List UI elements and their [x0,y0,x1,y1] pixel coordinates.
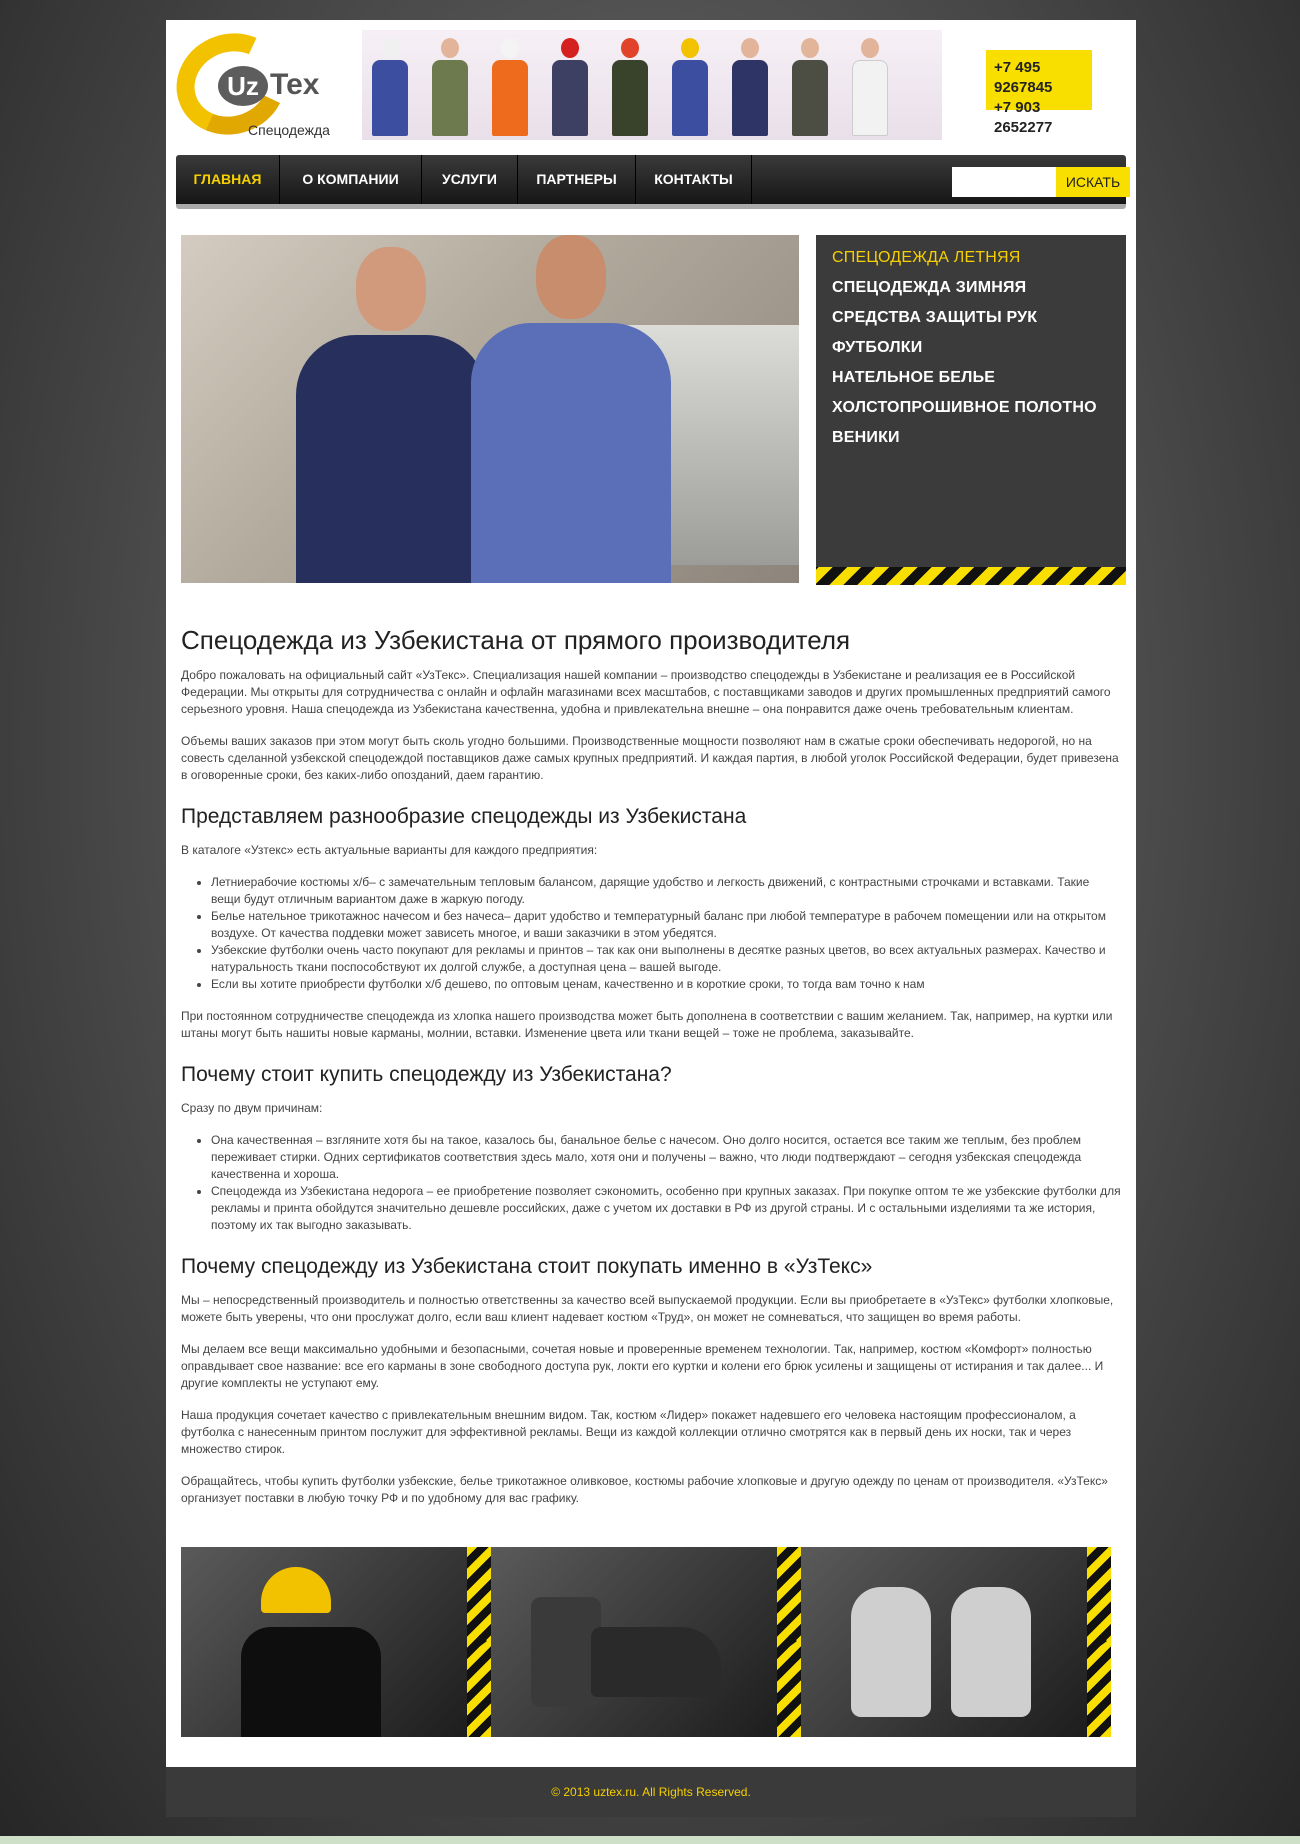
worker-figure [372,38,408,136]
variety-list [211,874,1121,993]
list-item: • Она качественная – взгляните хотя бы на такое, казалось бы, банальное белье с начесом. Оно долго носится, остается все таким же теплым, без проблем переживает стирки. Одних сертификатов соответствия здесь мало, хотя они и получены – важно, что люди подтверждают – сегодня узбекская спецодежда качественна и хороша. [211,1132,1121,1183]
paragraph: Наша продукция сочетает качество с привлекательным внешним видом. Так, костюм «Лидер» покажет надевшего его человека настоящим профессионалом, а футболка с нанесенным принтом послужит для эффективной рекламы. Вещи из каждой коллекции отлично смотрятся как в первый день их носки, так и через множество стирок. [181,1408,1076,1456]
paragraph: Сразу по двум причинам: [181,1101,323,1115]
category-item-brooms[interactable]: ВЕНИКИ [832,429,900,446]
hero-person [471,235,671,583]
list-item: • Летниерабочие костюмы х/б– с замечательным тепловым балансом, дарящие удобство и легкость движений, с контрастными строчками и вставками. Такие вещи будут отличным вариантом даже в жаркую погоду. [211,874,1121,908]
main-nav [176,155,1126,209]
section-heading-why-uztex: Почему спецодежду из Узбекистана стоит покупать именно в «УзТекс» [181,1255,873,1278]
list-item: • Белье нательное трикотажнос начесом и без начеса– дарит удобство и температурный баланс при любой температуре в рабочем помещении или на открытом воздухе. От качества поддевки может зависеть многое, и ваши заказчики в этом убедятся. [211,908,1121,942]
section-heading-why-buy: Почему стоит купить спецодежду из Узбекистана? [181,1063,672,1086]
logo-name: Tex [270,68,320,101]
paragraph: При постоянном сотрудничестве спецодежда из хлопка нашего производства может быть дополнена в соответствии с вашим желанием. Так, например, на куртки или штаны могут быть нашиты новые карманы, молнии, вставки. Изменение цвета или ткани вещей – тоже не проблема, заказывайте. [181,1009,1113,1040]
nav-item-partners[interactable]: ПАРТНЕРЫ [518,155,636,204]
chevron-right-icon[interactable] [479,1635,487,1647]
category-item-winter[interactable]: СПЕЦОДЕЖДА ЗИМНЯЯ [832,279,1027,296]
site-footer [166,1767,1136,1817]
reasons-list [211,1132,1121,1234]
gallery-item-boots[interactable] [491,1547,801,1737]
boot-image [591,1627,721,1697]
phone-number[interactable]: +7 495 9267845 [994,59,1053,96]
copyright-text: © 2013 uztex.ru. All Rights Reserved. [551,1785,751,1799]
worker-figure [492,38,528,136]
chevron-right-icon[interactable] [789,1635,797,1647]
worker-figure [612,38,648,136]
gallery-item-workwear[interactable] [181,1547,491,1737]
paragraph: Мы – непосредственный производитель и полностью ответственны за качество всей выпускаемой продукции. Если вы приобретаете в «УзТекс» футболки хлопковые, можете быть уверены, что они прослужат долго, если ваш клиент надевает костюм «Труд», он может не сомневаться, что защищен во время работы. [181,1293,1114,1324]
paragraph: Мы делаем все вещи максимально удобными и безопасными, сочетая новые и проверенные временем технологии. Так, например, костюм «Комфорт» полностью оправдывает свое название: все его карманы в зоне свободного доступа рук, локти его куртки и колени его брюк усилены и защищены от истирания и так далее... И другие комплекты не уступают ему. [181,1342,1104,1390]
worker-figure [552,38,588,136]
phone-number[interactable]: +7 903 2652277 [994,99,1053,136]
gallery-item-gloves[interactable] [801,1547,1111,1737]
nav-item-contacts[interactable]: КОНТАКТЫ [636,155,752,204]
search-button[interactable]: ИСКАТЬ [1056,167,1130,197]
category-item-tshirts[interactable]: ФУТБОЛКИ [832,339,923,356]
header-banner-workers [362,30,942,140]
worker-figure [432,38,468,136]
logo-mark: Uz [218,66,268,106]
main-content [181,625,1121,1522]
page-bottom-strip [0,1836,1300,1844]
paragraph: Объемы ваших заказов при этом могут быть сколь угодно большими. Производственные мощности позволяют нам в сжатые сроки обеспечивать недорогой, но на совесть сделанной узбекской спецодеждой поставщиков даже самых крупных предприятий. И каждая партия, в любой уголок Российской Федерации, будет привезена в оговоренные сроки, без каких-либо опозданий, даем гарантию. [181,734,1119,782]
hazard-stripe [816,567,1126,585]
intro-paragraph: Добро пожаловать на официальный сайт «УзТекс». Специализация нашей компании – производство спецодежды в Узбекистане и реализация ее в Российской Федерации. Мы открыты для сотрудничества с онлайн и офлайн магазинами всех масштабов, с поставщиками заводов и других промышленных предприятий самого серьезного уровня. Наша спецодежда из Узбекистана качественна, удобна и привлекательна внешне – она понравится даже очень требовательным клиентам. [181,668,1111,716]
helmet-image [261,1567,331,1613]
category-item-hand-protection[interactable]: СРЕДСТВА ЗАЩИТЫ РУК [832,309,1038,326]
worker-figure [672,38,708,136]
list-item: • Спецодежда из Узбекистана недорога – ее приобретение позволяет сэкономить, особенно при крупных заказах. При покупке оптом те же узбекские футболки для рекламы и принта обойдутся значительно дешевле российских, даже с учетом их доставки в РФ из другой страны. И с остальными изделиями та же история, поэтому их так выгодно заказывать. [211,1183,1121,1234]
page-title: Спецодежда из Узбекистана от прямого производителя [181,625,851,655]
worker-figure [852,38,888,136]
list-item: • Если вы хотите приобрести футболки х/б дешево, по оптовым ценам, качественно и в короткие сроки, то тогда вам точно к нам [211,976,1121,993]
glove-image [851,1587,931,1717]
hero-image [181,235,799,583]
worker-figure [732,38,768,136]
section-heading-variety: Представляем разнообразие спецодежды из Узбекистана [181,805,747,828]
category-item-fabric[interactable]: ХОЛСТОПРОШИВНОЕ ПОЛОТНО [832,399,1097,416]
worker-figure [792,38,828,136]
category-item-underwear[interactable]: НАТЕЛЬНОЕ БЕЛЬЕ [832,369,996,386]
nav-item-about[interactable]: О КОМПАНИИ [280,155,422,204]
product-gallery [181,1547,1111,1737]
paragraph: Обращайтесь, чтобы купить футболки узбекские, белье трикотажное оливковое, костюмы рабочие хлопковые и другую одежду по ценам от производителя. «УзТекс» организует поставки в любую точку РФ и по удобному для вас графику. [181,1474,1108,1505]
chevron-right-icon[interactable] [1099,1635,1107,1647]
contact-phones [986,50,1092,136]
list-item: • Узбекские футболки очень часто покупают для рекламы и принтов – так как они выполнены в десятке разных цветов, во всех актуальных размерах. Качество и натуральность ткани поспособствуют их долгой службе, а доступная цена – вашей выгоде. [211,942,1121,976]
page-container [166,20,1136,1770]
glove-image [951,1587,1031,1717]
hero-person [296,247,486,583]
nav-item-home[interactable]: ГЛАВНАЯ [176,155,280,204]
category-item-summer[interactable]: СПЕЦОДЕЖДА ЛЕТНЯЯ [832,249,1021,266]
site-logo[interactable] [176,30,330,138]
search-input[interactable] [952,167,1056,197]
nav-item-services[interactable]: УСЛУГИ [422,155,518,204]
category-menu [816,235,1126,585]
paragraph: В каталоге «Узтекс» есть актуальные варианты для каждого предприятия: [181,843,598,857]
logo-tagline: Спецодежда [248,122,330,138]
shirt-image [241,1627,381,1737]
